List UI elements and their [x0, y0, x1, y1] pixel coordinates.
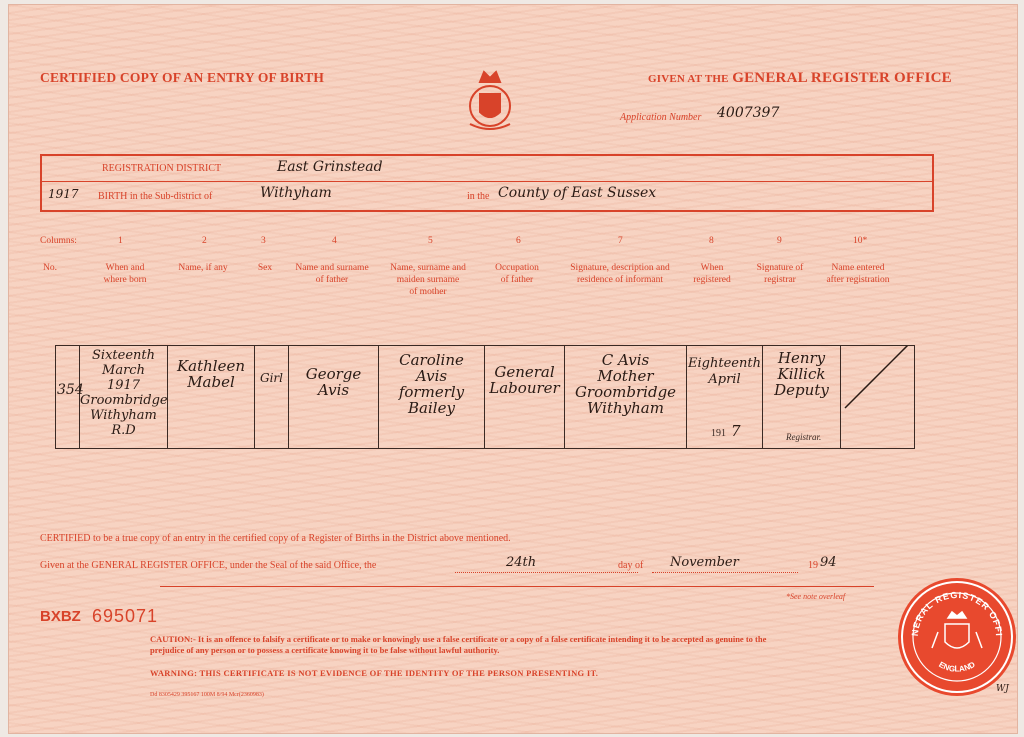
certificate-title: CERTIFIED COPY OF AN ENTRY OF BIRTH — [40, 70, 325, 85]
entry-registrar: Henry Killick Deputy — [774, 349, 829, 399]
county-label: in the — [467, 191, 490, 202]
seal-text-top: NERAL REGISTER OFFI — [909, 589, 1005, 637]
box-divider — [42, 181, 932, 182]
issuing-office-prefix: GIVEN AT THE — [648, 73, 729, 85]
entry-father: George Avis — [305, 365, 362, 399]
royal-crest-icon — [462, 66, 518, 136]
registrar-label: Registrar. — [786, 432, 822, 442]
seal-arms-icon — [932, 612, 982, 648]
birth-entry-row — [55, 345, 915, 449]
column-number-8: 8 — [709, 236, 714, 246]
name-after-registration-strike — [841, 346, 913, 446]
entry-informant: C Avis Mother Groombridge Withyham — [574, 351, 677, 417]
header-name-after: Name entered after registration — [826, 263, 890, 285]
entry-number: 354 — [57, 382, 84, 398]
birth-subdistrict-label: BIRTH in the Sub-district of — [98, 191, 213, 202]
column-divider — [254, 346, 255, 448]
see-note-overleaf: *See note overleaf — [786, 592, 846, 601]
column-number-3: 3 — [261, 236, 266, 246]
seal-text-bottom: ENGLAND — [937, 659, 977, 674]
day-of-label: day of — [618, 560, 644, 571]
header-occupation: Occupation of father — [495, 263, 539, 285]
year-printed: 19 — [808, 560, 818, 571]
district-label: REGISTRATION DISTRICT — [102, 163, 222, 174]
header-no: No. — [43, 263, 57, 273]
certified-statement: CERTIFIED to be a true copy of an entry in the certified copy of a Register of Births in the District above mentioned. — [40, 533, 511, 544]
column-number-1: 1 — [118, 236, 123, 246]
subdistrict-value: Withyham — [260, 185, 332, 201]
certificate-month: November — [670, 555, 739, 570]
district-value: East Grinstead — [277, 159, 383, 175]
column-number-7: 7 — [618, 236, 623, 246]
header-sex: Sex — [257, 263, 273, 273]
issuing-office-title — [648, 70, 952, 87]
month-line — [652, 572, 798, 573]
clerk-initials: WJ — [996, 684, 1009, 694]
entry-mother: Caroline Avis formerly Bailey — [398, 351, 465, 417]
columns-label: Columns: — [40, 236, 77, 246]
entry-when-where-born: Sixteenth March 1917 Groombridge Withyham R.D — [80, 348, 168, 438]
column-divider — [484, 346, 485, 448]
certificate-year: 94 — [820, 555, 837, 570]
warning-text: WARNING: THIS CERTIFICATE IS NOT EVIDENCE OF THE IDENTITY OF THE PERSON PRESENTING IT. — [150, 668, 599, 678]
serial-number: 695071 — [92, 606, 159, 626]
print-code: Dd 8305429 395167 100M 8/94 Mcr(2360983) — [150, 692, 264, 698]
county-value: County of East Sussex — [498, 185, 657, 201]
registration-year: 1917 — [48, 187, 79, 201]
signature-rule — [160, 586, 874, 587]
column-number-10: 10* — [853, 236, 868, 246]
header-when-where-born: When and where born — [103, 263, 147, 285]
registration-district-box — [40, 154, 934, 212]
entry-when-registered: Eighteenth April — [688, 356, 761, 387]
header-mother: Name, surname and maiden surname of mother — [390, 263, 466, 297]
header-registrar: Signature of registrar — [756, 263, 804, 285]
column-number-9: 9 — [777, 236, 782, 246]
header-name: Name, if any — [178, 263, 228, 273]
entry-name: Kathleen Mabel — [176, 357, 246, 391]
column-number-2: 2 — [202, 236, 207, 246]
given-at-statement: Given at the GENERAL REGISTER OFFICE, under the Seal of the said Office, the — [40, 560, 377, 571]
caution-text: CAUTION:- It is an offence to falsify a certificate or to make or knowingly use a false certificate or a copy of a false certificate intending it to be accepted as genuine to the prejudice of any person or to possess a certificate knowing it to be false without lawful authority. — [150, 634, 767, 655]
serial-prefix: BXBZ — [40, 608, 81, 625]
entry-year-handwritten: 7 — [731, 422, 741, 440]
column-number-6: 6 — [516, 236, 521, 246]
application-number-label: Application Number — [620, 112, 702, 123]
header-informant: Signature, description and residence of informant — [570, 263, 670, 285]
header-when-registered: When registered — [693, 263, 731, 285]
issuing-office-name: GENERAL REGISTER OFFICE — [732, 70, 952, 86]
column-number-4: 4 — [332, 236, 337, 246]
svg-text:ENGLAND — [937, 660, 977, 674]
day-line — [455, 572, 638, 573]
certificate-day: 24th — [506, 555, 537, 570]
column-number-5: 5 — [428, 236, 433, 246]
entry-sex: Girl — [260, 371, 283, 385]
entry-occupation: General Labourer — [489, 363, 560, 397]
header-father: Name and surname of father — [295, 263, 369, 285]
entry-year-printed: 191 — [711, 428, 726, 439]
official-seal — [898, 578, 1016, 696]
application-number-value: 4007397 — [717, 105, 780, 121]
